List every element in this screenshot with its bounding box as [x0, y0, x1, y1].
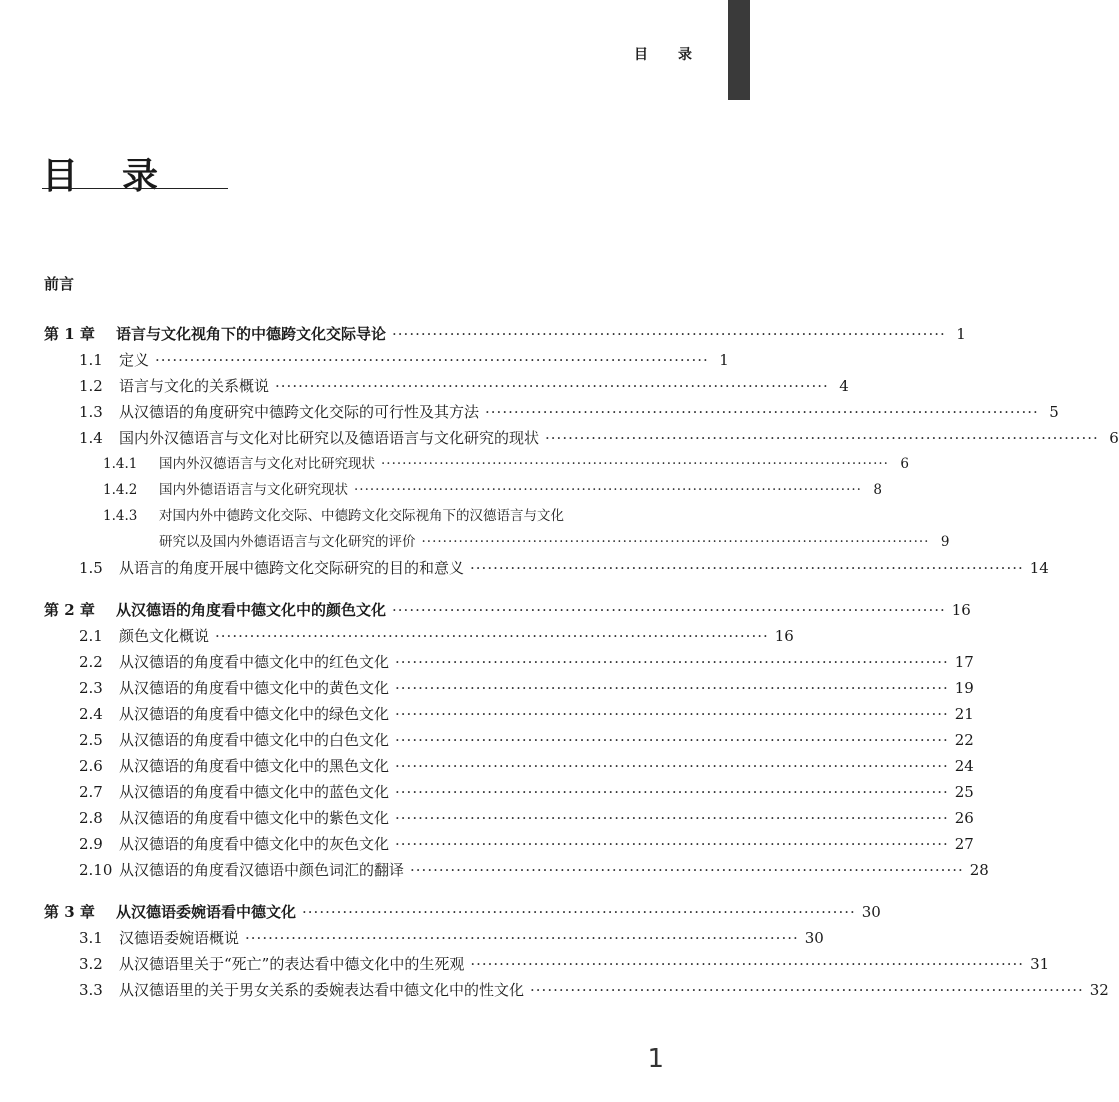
- toc-entry-title: 从汉德语的角度看中德文化中的黄色文化: [119, 679, 390, 697]
- toc-section-entry[interactable]: [44, 779, 974, 805]
- toc-entry-page: 22: [954, 731, 974, 749]
- toc-entry-number: 2.6: [79, 757, 103, 775]
- toc-entry-page: 27: [954, 835, 974, 853]
- toc-section-entry[interactable]: [44, 623, 794, 649]
- toc-entry-number: 3.1: [79, 929, 103, 947]
- toc-section-entry[interactable]: [44, 951, 1050, 977]
- toc-entry-number: 2.3: [79, 679, 103, 697]
- toc-entry-number: 3.3: [79, 981, 103, 999]
- toc-entry-number: 2.2: [79, 653, 103, 671]
- running-head: 目录: [634, 47, 722, 63]
- toc-section-entry[interactable]: [44, 649, 974, 675]
- toc-entry-title: 从汉德语的角度看中德文化中的颜色文化: [116, 601, 387, 619]
- toc-entry-title: 从汉德语的角度看汉德语中颜色词汇的翻译: [119, 861, 405, 879]
- toc-entry-title: 国内外汉德语言与文化对比研究以及德语语言与文化研究的现状: [119, 429, 540, 447]
- toc-entry-number: 2.7: [79, 783, 103, 801]
- toc-entry-page: 30: [861, 903, 881, 921]
- toc-entry-title: 颜色文化概说: [119, 627, 210, 645]
- dot-leader: [395, 701, 949, 727]
- toc-entry-page: 31: [1030, 955, 1050, 973]
- toc-entry-page: 14: [1029, 559, 1049, 577]
- toc-entry-title: 从汉德语的角度看中德文化中的灰色文化: [119, 835, 390, 853]
- toc-chapter-entry[interactable]: [44, 321, 966, 347]
- toc-entry-page: 17: [954, 653, 974, 671]
- toc-entry-number: 1.4.3: [103, 508, 138, 524]
- dot-leader: [530, 977, 1084, 1003]
- toc-section-entry[interactable]: [44, 925, 824, 951]
- toc-entry-number: 第 1 章: [44, 325, 95, 343]
- toc-entry-number: 1.2: [79, 377, 103, 395]
- toc-section-entry[interactable]: [44, 727, 974, 753]
- toc-entry-page: 16: [774, 627, 794, 645]
- toc-entry-title: 从语言的角度开展中德跨文化交际研究的目的和意义: [119, 559, 465, 577]
- toc-entry-page: 26: [954, 809, 974, 827]
- toc-section-entry[interactable]: [44, 753, 974, 779]
- title-underline: [42, 188, 228, 189]
- dot-leader: [395, 805, 949, 831]
- toc-entry-title: 从汉德语的角度看中德文化中的红色文化: [119, 653, 390, 671]
- toc-entry-title: 从汉德语的角度看中德文化中的黑色文化: [119, 757, 390, 775]
- toc-entry-title: 定义: [119, 351, 150, 369]
- dot-leader: [395, 779, 949, 805]
- edge-tab-strip: [728, 0, 750, 100]
- toc-section-entry[interactable]: [44, 425, 1119, 451]
- dot-leader: [395, 649, 949, 675]
- table-of-contents: [44, 321, 1119, 1019]
- toc-entry-page: 5: [1049, 403, 1059, 421]
- dot-leader: [395, 831, 949, 857]
- dot-leader: [395, 727, 949, 753]
- toc-entry-page: 30: [804, 929, 824, 947]
- dot-leader: [392, 597, 946, 623]
- dot-leader: [485, 399, 1039, 425]
- toc-entry-title: 对国内外中德跨文化交际、中德跨文化交际视角下的汉德语言与文化: [159, 508, 564, 524]
- toc-entry-number: 1.3: [79, 403, 103, 421]
- toc-entry-number: 1.4: [79, 429, 103, 447]
- toc-section-entry[interactable]: [44, 831, 974, 857]
- dot-leader: [395, 753, 949, 779]
- toc-entry-page: 25: [954, 783, 974, 801]
- toc-section-entry[interactable]: [44, 675, 974, 701]
- toc-entry-title: 从汉德语委婉语看中德文化: [116, 903, 297, 921]
- toc-entry-number: 1.5: [79, 559, 103, 577]
- toc-entry-page: 32: [1089, 981, 1109, 999]
- toc-section-entry[interactable]: [44, 701, 974, 727]
- toc-entry-page: 16: [951, 601, 971, 619]
- toc-entry-page: 6: [900, 456, 909, 472]
- page-title: 目录: [42, 156, 203, 197]
- toc-entry-title: 语言与文化的关系概说: [119, 377, 270, 395]
- dot-leader: [155, 347, 709, 373]
- toc-entry-number: 1.1: [79, 351, 103, 369]
- toc-entry-number: 2.4: [79, 705, 103, 723]
- dot-leader: [470, 951, 1024, 977]
- toc-entry-title: 国内外德语语言与文化研究现状: [159, 482, 348, 498]
- toc-chapter-block: [44, 899, 1109, 1003]
- dot-leader: [545, 425, 1099, 451]
- toc-entry-number: 第 3 章: [44, 903, 95, 921]
- toc-entry-title-continued: 研究以及国内外德语语言与文化研究的评价: [159, 534, 416, 550]
- toc-entry-page: 9: [940, 534, 950, 550]
- toc-section-entry-continuation[interactable]: [44, 529, 950, 555]
- toc-section-entry[interactable]: [44, 373, 849, 399]
- toc-entry-title: 从汉德语的角度看中德文化中的白色文化: [119, 731, 390, 749]
- toc-section-entry[interactable]: [44, 805, 974, 831]
- toc-entry-page: 8: [873, 482, 882, 498]
- toc-preface[interactable]: 前言: [44, 275, 75, 293]
- toc-chapter-block: [44, 321, 1119, 581]
- dot-leader: [275, 373, 829, 399]
- toc-section-entry[interactable]: [44, 399, 1059, 425]
- toc-entry-number: 1.4.2: [103, 482, 138, 498]
- dot-leader: [245, 925, 799, 951]
- toc-entry-number: 2.8: [79, 809, 103, 827]
- toc-chapter-block: [44, 597, 989, 883]
- toc-section-entry[interactable]: [44, 347, 729, 373]
- toc-entry-title: 从汉德语里的关于男女关系的委婉表达看中德文化中的性文化: [119, 981, 525, 999]
- toc-section-entry[interactable]: [44, 977, 1109, 1003]
- toc-section-entry[interactable]: [44, 555, 1049, 581]
- toc-entry-page: 28: [969, 861, 989, 879]
- toc-entry-page: 24: [954, 757, 974, 775]
- toc-chapter-entry[interactable]: [44, 597, 971, 623]
- toc-entry-number: 3.2: [79, 955, 103, 973]
- toc-entry-title: 从汉德语里关于“死亡”的表达看中德文化中的生死观: [119, 955, 465, 973]
- toc-section-entry[interactable]: [44, 477, 882, 503]
- toc-entry-page: 19: [954, 679, 974, 697]
- dot-leader: [422, 529, 930, 555]
- dot-leader: [381, 451, 889, 477]
- toc-chapter-entry[interactable]: [44, 899, 881, 925]
- toc-entry-title: 从汉德语的角度看中德文化中的紫色文化: [119, 809, 390, 827]
- toc-entry-title: 语言与文化视角下的中德跨文化交际导论: [116, 325, 387, 343]
- toc-entry-number: 2.5: [79, 731, 103, 749]
- toc-entry-page: 4: [839, 377, 849, 395]
- toc-entry-number: 1.4.1: [103, 456, 138, 472]
- toc-entry-title: 汉德语委婉语概说: [119, 929, 240, 947]
- toc-entry-page: 1: [719, 351, 729, 369]
- dot-leader: [215, 623, 769, 649]
- dot-leader: [470, 555, 1024, 581]
- toc-entry-number: 2.10: [79, 861, 113, 879]
- toc-entry-number: 2.1: [79, 627, 103, 645]
- toc-entry-number: 2.9: [79, 835, 103, 853]
- toc-section-entry[interactable]: [44, 451, 909, 477]
- toc-entry-title: 从汉德语的角度看中德文化中的蓝色文化: [119, 783, 390, 801]
- dot-leader: [354, 477, 862, 503]
- toc-entry-title: 从汉德语的角度研究中德跨文化交际的可行性及其方法: [119, 403, 480, 421]
- toc-entry-page: 21: [954, 705, 974, 723]
- dot-leader: [410, 857, 964, 883]
- page-number: 1: [647, 1044, 664, 1074]
- toc-entry-title: 从汉德语的角度看中德文化中的绿色文化: [119, 705, 390, 723]
- dot-leader: [392, 321, 946, 347]
- toc-section-entry[interactable]: [44, 503, 678, 529]
- dot-leader: [302, 899, 856, 925]
- toc-entry-number: 第 2 章: [44, 601, 95, 619]
- toc-section-entry[interactable]: [44, 857, 989, 883]
- toc-entry-page: 6: [1109, 429, 1119, 447]
- dot-leader: [395, 675, 949, 701]
- toc-entry-title: 国内外汉德语言与文化对比研究现状: [159, 456, 375, 472]
- toc-entry-page: 1: [956, 325, 966, 343]
